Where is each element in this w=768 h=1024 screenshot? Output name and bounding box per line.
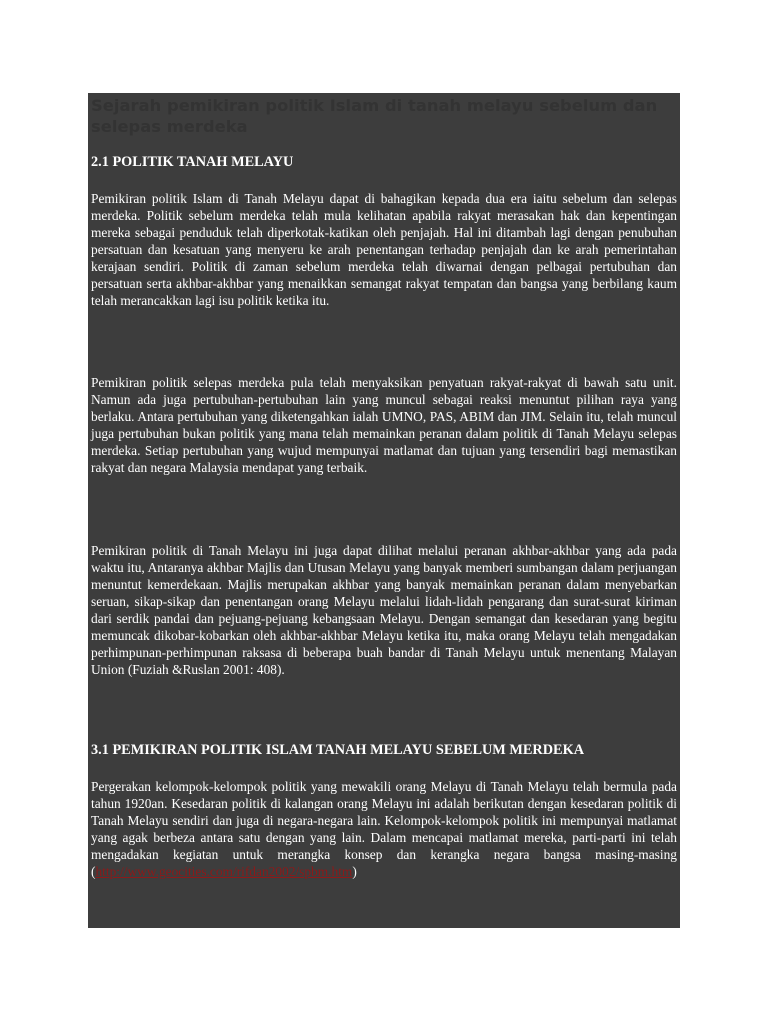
paragraph-1: Pemikiran politik Islam di Tanah Melayu dapat di bahagikan kepada dua era iaitu sebelum dan selepas merdeka. Politik sebelum merdeka telah mula kelihatan apabila rakyat merasakan hak dan kepentingan mereka sebagai penduduk telah diperkotak-katikan oleh penjajah. Hal ini ditambah lagi dengan penubuhan persatuan dan kesatuan yang menyeru ke arah penentangan terhadap penjajah dan ke arah pemerintahan kerajaan sendiri. Politik di zaman sebelum merdeka telah diwarnai dengan pelbagai pertubuhan dan persatuan serta akhbar-akhbar yang menaikkan semangat rakyat tempatan dan bangsa yang berbilang kaum telah merancakkan lagi isu politik ketika itu.	[91, 191, 677, 308]
paragraph-4-end: )	[352, 864, 357, 879]
paragraph-4	[91, 778, 677, 880]
section-heading-pemikiran-politik-islam: 3.1 PEMIKIRAN POLITIK ISLAM TANAH MELAYU SEBELUM MERDEKA	[91, 742, 585, 758]
paragraph-3: Pemikiran politik di Tanah Melayu ini juga dapat dilihat melalui peranan akhbar-akhbar yang ada pada waktu itu, Antaranya akhbar Majlis dan Utusan Melayu yang banyak memberi sumbangan dalam perjuangan menuntut kemerdekaan. Majlis merupakan akhbar yang banyak memainkan peranan dalam menyebarkan seruan, sikap-sikap dan penentangan orang Melayu melalui lidah-lidah pengarang dan surat-surat kiriman dari serdik pandai dan pejuang-pejuang kebangsaan Melayu. Dengan semangat dan kesedaran yang begitu memuncak dikobar-kobarkan oleh akhbar-akhbar Melayu ketika itu, maka orang Melayu telah mengadakan perhimpunan-perhimpunan raksasa di beberapa buah bandar di Tanah Melayu untuk menentang Malayan Union (Fuziah &Ruslan 2001: 408).	[91, 543, 677, 677]
geocities-link[interactable]: http://www.geocities.com/rifdan2002/spbm.htm	[95, 864, 353, 879]
paragraph-2: Pemikiran politik selepas merdeka pula telah menyaksikan penyatuan rakyat-rakyat di bawah satu unit. Namun ada juga pertubuhan-pertubuhan lain yang muncul sebagai reaksi menuntut pilihan raya yang berlaku. Antara pertubuhan yang diketengahkan ialah UMNO, PAS, ABIM dan JIM. Selain itu, telah muncul juga pertubuhan bukan politik yang mana telah memainkan peranan dalam politik di Tanah Melayu selepas merdeka. Setiap pertubuhan yang wujud mempunyai matlamat dan tujuan yang tersendiri bagi memastikan rakyat dan negara Malaysia mendapat yang terbaik.	[91, 375, 677, 475]
paragraph-4-text: Pergerakan kelompok-kelompok politik yang mewakili orang Melayu di Tanah Melayu telah bermula pada tahun 1920an. Kesedaran politik di kalangan orang Melayu ini adalah berikutan dengan kesedaran politik di Tanah Melayu sendiri dan juga di negara-negara lain. Kelompok-kelompok politik ini mempunyai matlamat yang agak berbeza antara satu dengan yang lain. Dalam mencapai matlamat mereka, parti-parti ini telah mengadakan kegiatan untuk merangka konsep dan kerangka negara bangsa masing-masing (	[91, 779, 677, 879]
document-page	[88, 93, 680, 928]
document-title-block	[91, 95, 677, 137]
section-heading-politik-tanah-melayu: 2.1 POLITIK TANAH MELAYU	[91, 154, 294, 170]
document-title: Sejarah pemikiran politik Islam di tanah melayu sebelum dan selepas merdeka	[91, 96, 658, 136]
